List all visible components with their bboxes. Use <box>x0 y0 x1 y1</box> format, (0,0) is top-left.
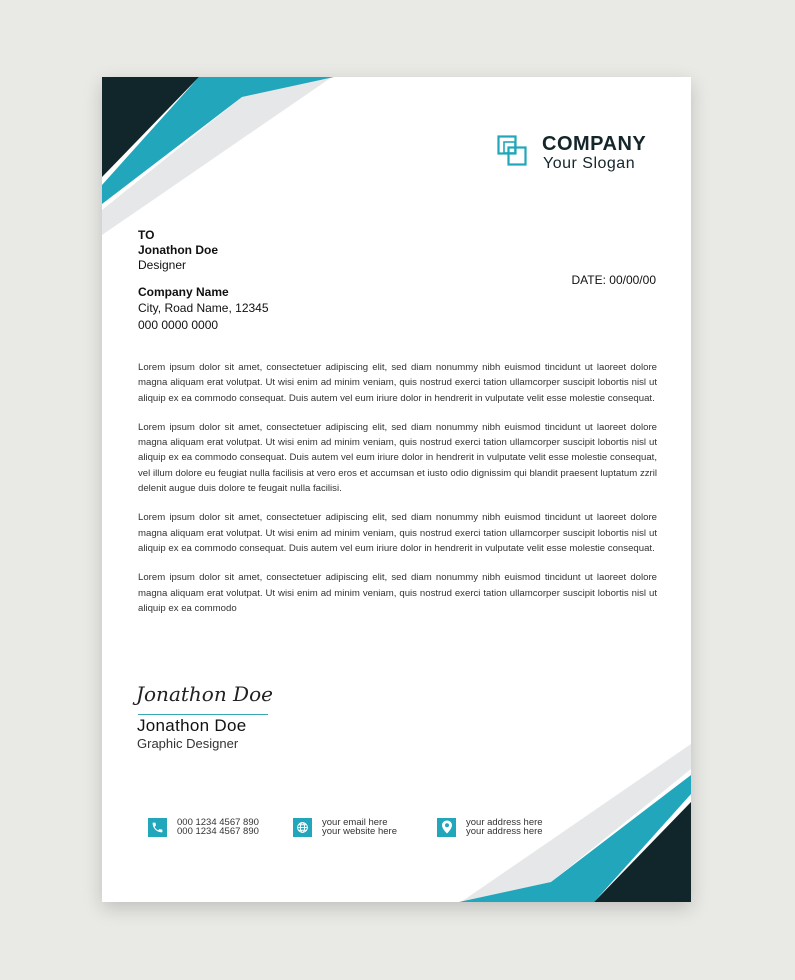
recipient-phone: 000 0000 0000 <box>138 318 219 332</box>
footer-web <box>293 817 397 837</box>
phone-icon <box>148 818 167 837</box>
globe-icon <box>293 818 312 837</box>
footer-address <box>437 817 543 837</box>
letterhead-page <box>102 77 691 902</box>
location-pin-icon <box>437 818 456 837</box>
recipient-company-name: Company Name <box>138 285 229 299</box>
recipient-name: Jonathon Doe <box>138 243 218 257</box>
company-title: COMPANY <box>542 133 647 155</box>
recipient-role: Designer <box>138 258 187 272</box>
company-slogan: Your Slogan <box>543 155 636 172</box>
top-left-decoration <box>102 77 342 237</box>
recipient-address: City, Road Name, 12345 <box>138 301 269 315</box>
handwritten-signature: Jonathon Doe <box>136 682 273 706</box>
signer-title: Graphic Designer <box>137 736 239 751</box>
footer-phone <box>148 817 259 837</box>
body-paragraph-1: Lorem ipsum dolor sit amet, consectetuer adipiscing elit, sed diam nonummy nibh euismod tincidunt ut laoreet dolore magna aliquam erat volutpat. Ut wisi enim ad minim veniam, quis nostrud exerci tation ullamcorper suscipit lobortis nisl ut aliquip ex ea commodo consequat. Duis autem vel eum iriure dolor in hendrerit in vulputate velit esse molestie consequat. <box>138 362 657 404</box>
website-text: your website here <box>322 826 397 837</box>
letter-date: DATE: 00/00/00 <box>571 273 656 287</box>
email-text: your email here <box>322 816 388 828</box>
address-line-1: your address here <box>466 816 543 828</box>
body-paragraph-3: Lorem ipsum dolor sit amet, consectetuer adipiscing elit, sed diam nonummy nibh euismod tincidunt ut laoreet dolore magna aliquam erat volutpat. Ut wisi enim ad minim veniam, quis nostrud exerci tation ullamcorper suscipit lobortis nisl ut aliquip ex ea commodo consequat. Duis autem vel eum iriure dolor in hendrerit in vulputate velit esse molestie consequat. <box>138 512 657 554</box>
phone-number-1: 000 1234 4567 890 <box>177 816 259 828</box>
signer-name: Jonathon Doe <box>137 716 247 735</box>
phone-number-2: 000 1234 4567 890 <box>177 826 259 837</box>
signature-line <box>138 714 268 715</box>
body-paragraph-4: Lorem ipsum dolor sit amet, consectetuer adipiscing elit, sed diam nonummy nibh euismod tincidunt ut laoreet dolore magna aliquam erat volutpat. Ut wisi enim ad minim veniam, quis nostrud exerci tation ullamcorper suscipit lobortis nisl ut aliquip ex ea commodo <box>138 572 657 614</box>
letter-body <box>138 360 657 630</box>
company-logo-icon <box>497 135 527 167</box>
to-label: TO <box>138 228 155 242</box>
address-line-2: your address here <box>466 826 543 837</box>
body-paragraph-2: Lorem ipsum dolor sit amet, consectetuer adipiscing elit, sed diam nonummy nibh euismod tincidunt ut laoreet dolore magna aliquam erat volutpat. Ut wisi enim ad minim veniam, quis nostrud exerci tation ullamcorper suscipit lobortis nisl ut aliquip ex ea commodo consequat. Duis autem vel eum iriure dolor in hendrerit in vulputate velit esse molestie consequat, vel illum dolore eu feugiat nulla facilisis at vero eros et accumsan et iusto odio dignissim qui blandit praesent luptatum zzril delenit augue duis dolore te feugait nulla facilisi. <box>138 421 657 495</box>
